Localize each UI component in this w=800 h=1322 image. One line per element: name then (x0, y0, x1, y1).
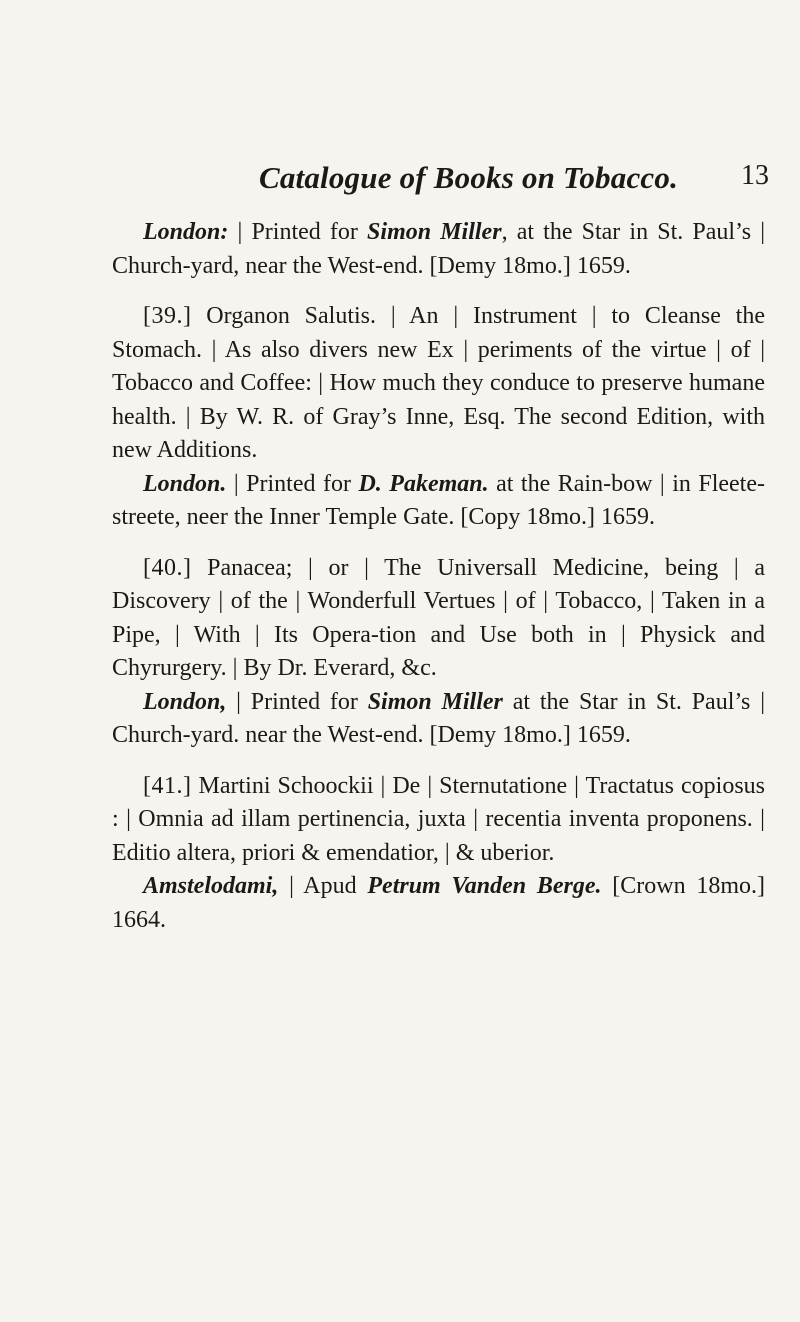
imprint-details: , at the Star in St. Paul’s | Church-yard, near the West-end. [Demy 18mo.] 1659. (112, 219, 766, 279)
entry-imprint (112, 870, 765, 937)
page-number: 13 (741, 160, 769, 191)
entry-title (112, 770, 765, 871)
imprint-printer: Simon Miller (367, 688, 503, 715)
imprint-printer: D. Pakeman. (358, 470, 489, 497)
entry-imprint (112, 686, 765, 753)
imprint-place: Amstelodami, (143, 873, 279, 899)
imprint-printer: Petrum Vanden Berge. (367, 873, 602, 899)
entry-imprint (112, 468, 765, 535)
imprint-details: at the Star in St. Paul’s | Church-yard. near the West-end. [Demy 18mo.] 1659. (112, 688, 765, 748)
imprint-separator: | Apud (278, 873, 368, 899)
entry-title (112, 300, 765, 468)
entry-number: [40.] (143, 554, 192, 581)
imprint-printer: Simon Miller (367, 219, 502, 245)
running-head (172, 160, 769, 196)
catalogue-entry-39 (112, 300, 765, 535)
imprint-place: London. (143, 470, 227, 497)
entry-number: [39.] (143, 303, 192, 329)
imprint-details: [Crown 18mo.] 1664. (112, 873, 766, 933)
entry-number: [41.] (143, 772, 192, 799)
entry-title (112, 552, 765, 686)
entry-title-text: Martini Schoockii | De | Sternutatione | Tractatus copiosus : | Omnia ad illam pertinencia, juxta | recentia inventa proponens. | Editio altera, priori & emendatior, | & uberior. (112, 772, 765, 866)
imprint-separator: | Printed for (226, 688, 368, 715)
entry-title-text: Organon Salutis. | An | Instrument | to Cleanse the Stomach. | As also divers new Ex | periments of the virtue | of | Tobacco and Coffee: | How much they conduce to preserve humane health. | By W. R. of Gray’s Inne, Esq. The second Edition, with new Additions. (112, 303, 765, 463)
imprint-place: London, (143, 688, 227, 715)
imprint-details: at the Rain-bow | in Fleete-streete, neer the Inner Temple Gate. [Copy 18mo.] 1659. (112, 470, 765, 530)
entry-title-text: Panacea; | or | The Universall Medicine, being | a Discovery | of the | Wonderfull Vertues | of | Tobacco, | Taken in a Pipe, | With | Its Opera-tion and Use both in | Physick and Chyrurgery. | By Dr. Everard, &c. (112, 554, 765, 681)
imprint-place: London: (143, 219, 229, 245)
entry-imprint (112, 216, 765, 283)
imprint-separator: | Printed for (228, 219, 368, 245)
imprint-separator: | Printed for (226, 470, 359, 497)
catalogue-entry-40 (112, 552, 765, 753)
running-head-title: Catalogue of Books on Tobacco. (258, 160, 679, 195)
catalogue-entry-41 (112, 770, 765, 938)
catalogue-entry-continued (112, 216, 765, 283)
